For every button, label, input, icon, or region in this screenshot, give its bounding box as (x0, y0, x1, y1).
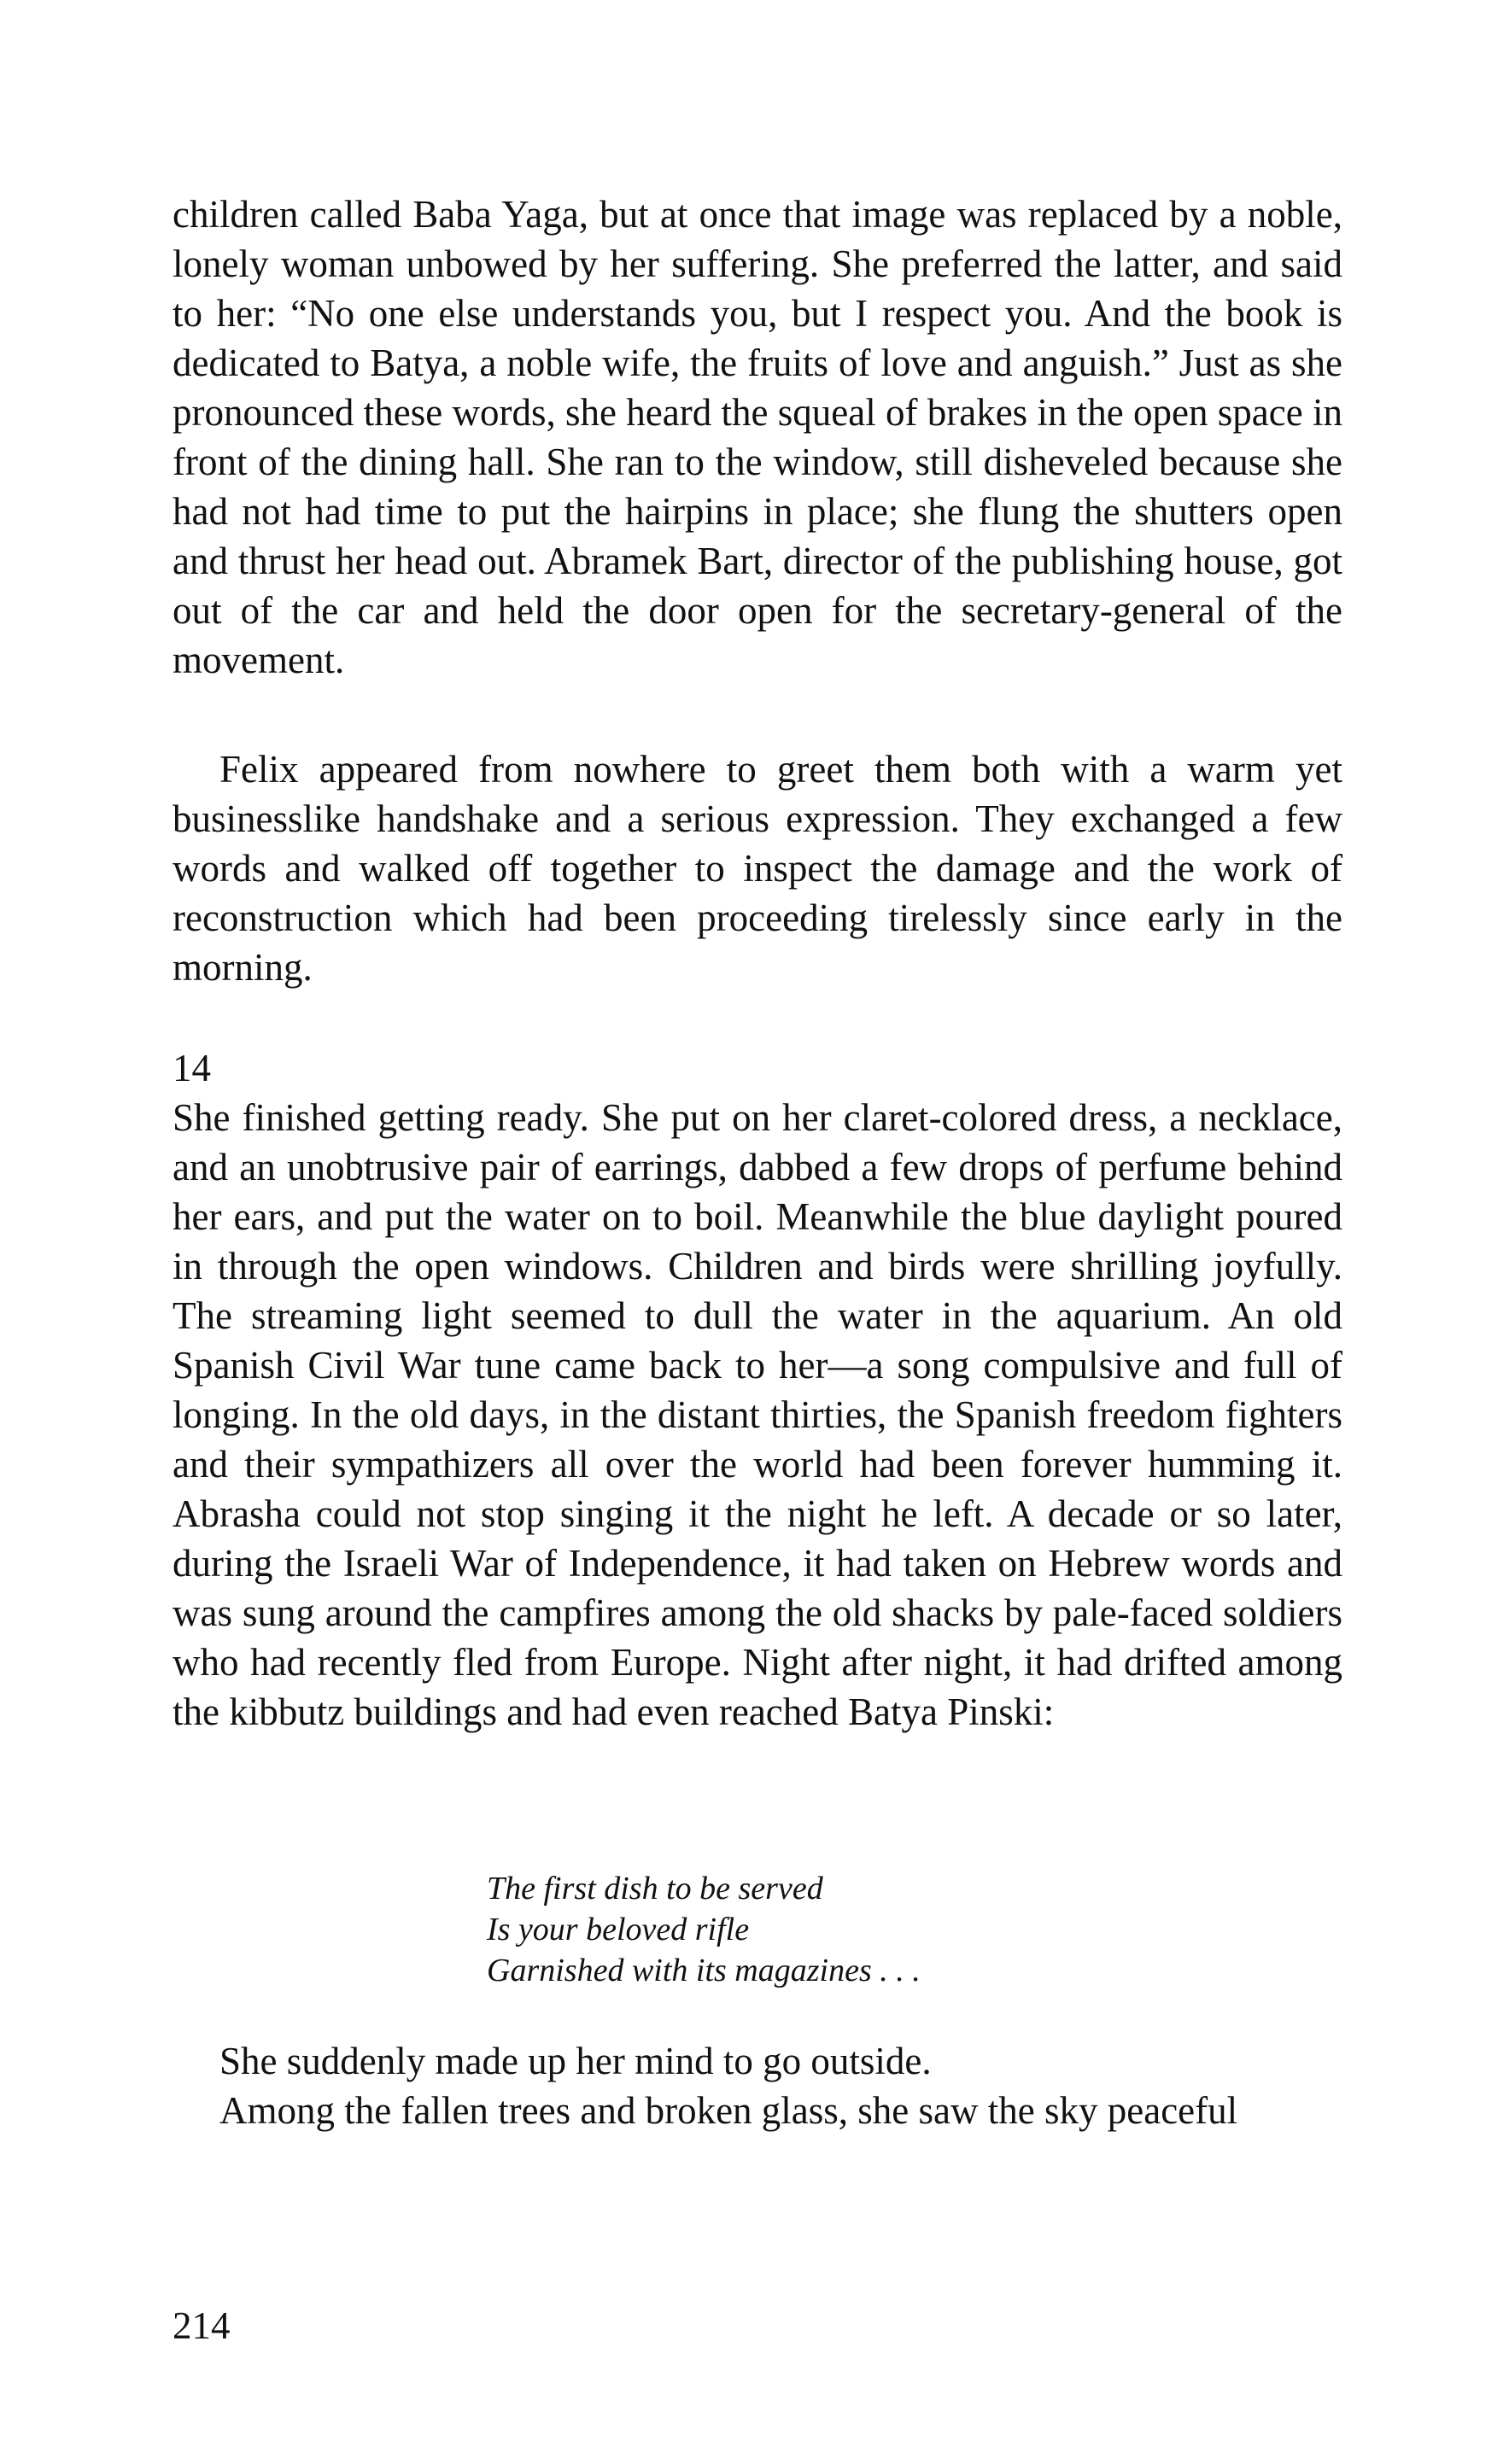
verse-line: Garnished with its magazines . . . (487, 1953, 921, 1988)
paragraph-getting-ready: She finished getting ready. She put on her claret-colored dress, a necklace, and an unobtrusive pair of earrings, dabbed a few drops of perfume behind her ears, and put the water on to boil. Meanwhile the blue daylight poured in through the open windows. Children and birds were shrilling joyfully. The streaming light seemed to dull the water in the aquarium. An old Spanish Civil War tune came back to her—a song compulsive and full of longing. In the old days, in the distant thirties, the Spanish freedom fighters and their sympathizers all over the world had been forever humming it. Abrasha could not stop singing it the night he left. A decade or so later, during the Israeli War of Independence, it had taken on Hebrew words and was sung around the campfires among the old shacks by pale-faced soldiers who had recently fled from Europe. Night after night, it had drifted among the kibbutz buildings and had even reached Batya Pinski: (173, 1096, 1342, 1733)
chapter-number: 14 (173, 1047, 211, 1089)
page-number: 214 (173, 2304, 231, 2347)
paragraph-opening: children called Baba Yaga, but at once that image was replaced by a noble, lonely woman unbowed by her suffering. She preferred the latter, and said to her: “No one else understands you, but I respect you. And the book is dedicated to Batya, a noble wife, the fruits of love and anguish.” Just as she pronounced these words, she heard the squeal of brakes in the open space in front of the dining hall. She ran to the window, still disheveled because she had not had time to put the hairpins in place; she flung the shutters open and thrust her head out. Abramek Bart, director of the publishing house, got out of the car and held the door open for the secretary-general of the movement. (173, 193, 1342, 681)
paragraph-go-outside: She suddenly made up her mind to go outside. (219, 2040, 932, 2082)
verse-line: The first dish to be served (487, 1871, 823, 1906)
song-verse (487, 1868, 921, 1991)
paragraph-felix: Felix appeared from nowhere to greet them both with a warm yet businesslike handshake and a serious expression. They exchanged a few words and walked off together to inspect the damage and the work of reconstruction which had been proceeding tirelessly since early in the morning. (173, 748, 1342, 989)
paragraph-fallen-trees: Among the fallen trees and broken glass, she saw the sky peaceful (219, 2089, 1238, 2132)
verse-line: Is your beloved rifle (487, 1912, 750, 1947)
